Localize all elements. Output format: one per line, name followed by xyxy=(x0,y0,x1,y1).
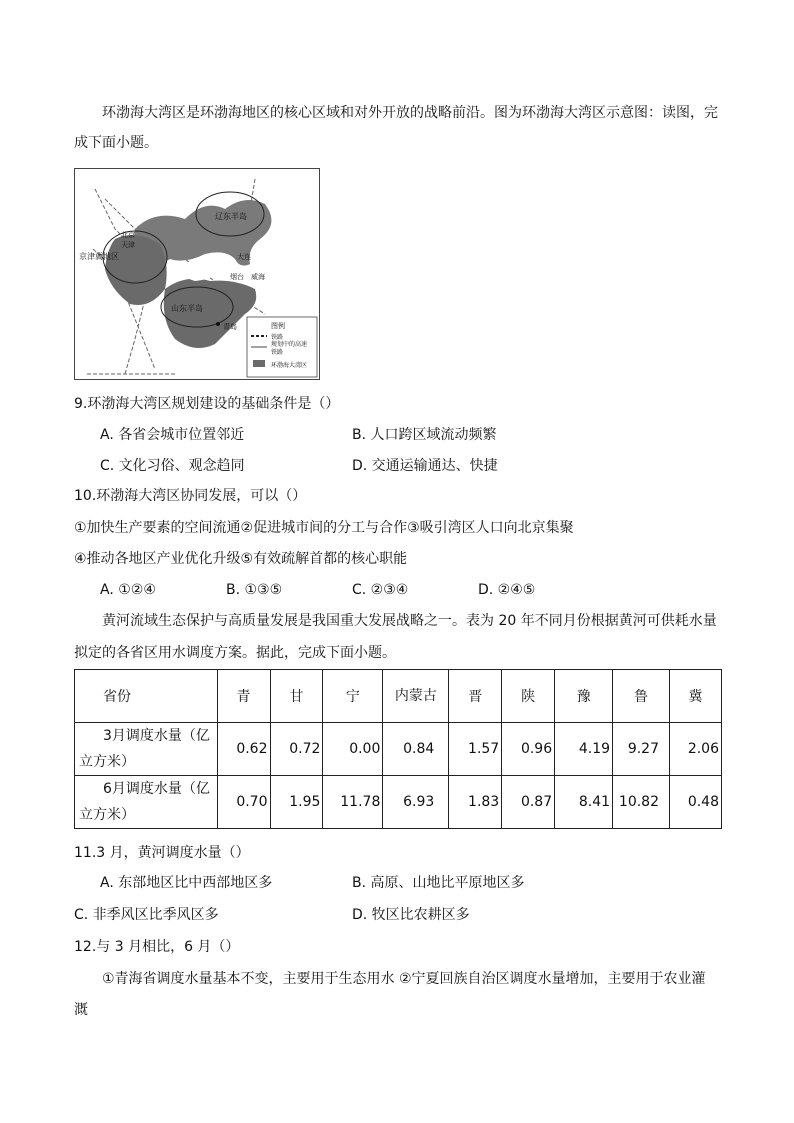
q10-option-d[interactable]: D. ②④⑤ xyxy=(478,582,536,598)
label-yantai: 烟台 xyxy=(230,273,244,281)
table-row xyxy=(75,776,722,829)
table-header-row xyxy=(75,670,722,723)
header-cell: 豫 xyxy=(555,670,613,723)
table-row xyxy=(75,723,722,776)
label-shandong: 山东半岛 xyxy=(171,304,203,313)
q10-option-b[interactable]: B. ①③⑤ xyxy=(226,582,283,598)
table-cell: 1.95 xyxy=(270,776,323,829)
table-cell: 2.06 xyxy=(670,723,722,776)
table-cell: 0.72 xyxy=(270,723,323,776)
row-label-june-a: 6月调度水量（亿 xyxy=(103,781,210,797)
table-cell: 0.62 xyxy=(217,723,270,776)
intro-line-1: 环渤海大湾区是环渤海地区的核心区域和对外开放的战略前沿。图为环渤海大湾区示意图：读图，完 xyxy=(102,105,718,121)
q9-option-b[interactable]: B. 人口跨区域流动频繁 xyxy=(352,427,497,443)
q11-option-a[interactable]: A. 东部地区比中西部地区多 xyxy=(100,875,273,891)
intro2-line-1: 黄河流域生态保护与高质量发展是我国重大发展战略之一。表为 20 年不同月份根据黄河可供耗水量 xyxy=(102,613,717,629)
intro2-line-2: 拟定的各省区用水调度方案。据此，完成下面小题。 xyxy=(74,645,396,661)
label-weihai: 威海 xyxy=(251,273,265,281)
table-cell: 9.27 xyxy=(613,723,670,776)
legend-hsr-b: 铁路 xyxy=(271,349,284,356)
header-cell: 冀 xyxy=(670,670,722,723)
table-cell: 8.41 xyxy=(555,776,613,829)
label-tianjin: 天津 xyxy=(121,241,135,249)
table-cell: 0.70 xyxy=(217,776,270,829)
q9-option-c[interactable]: C. 文化习俗、观念趋同 xyxy=(100,458,245,474)
label-qingdao: 青岛 xyxy=(223,323,237,331)
table-cell: 0.48 xyxy=(670,776,722,829)
row-label-march-b: 立方米） xyxy=(79,754,135,770)
q11-option-c[interactable]: C. 非季风区比季风区多 xyxy=(74,907,219,923)
header-province: 省份 xyxy=(75,670,218,723)
table-cell: 0.84 xyxy=(383,723,449,776)
label-liaodong: 辽东半岛 xyxy=(215,212,247,221)
label-jingjinji: 京津冀地区 xyxy=(79,252,119,261)
water-dispatch-table xyxy=(74,669,722,829)
row-label-march-a: 3月调度水量（亿 xyxy=(103,728,210,744)
legend-hsr-a: 规划中的高速 xyxy=(271,341,308,348)
header-cell: 宁 xyxy=(323,670,383,723)
table-cell: 10.82 xyxy=(613,776,670,829)
q9-stem: 9.环渤海大湾区规划建设的基础条件是（） xyxy=(74,396,340,412)
q9-option-d[interactable]: D. 交通运输通达、快捷 xyxy=(352,458,498,474)
q12-statement-1: ①青海省调度水量基本不变，主要用于生态用水 ②宁夏回族自治区调度水量增加，主要用于农业灌 xyxy=(102,971,706,987)
table-cell: 4.19 xyxy=(555,723,613,776)
table-cell: 6.93 xyxy=(383,776,449,829)
legend-railway: 铁路 xyxy=(271,334,284,341)
table-cell: 1.83 xyxy=(449,776,502,829)
header-cell: 青 xyxy=(217,670,270,723)
row-label-june-b: 立方米） xyxy=(79,807,135,823)
table-cell: 0.87 xyxy=(502,776,555,829)
table-cell: 0.96 xyxy=(502,723,555,776)
row-label-june xyxy=(75,776,218,829)
q10-stem: 10.环渤海大湾区协同发展，可以（） xyxy=(74,488,307,504)
table-cell: 11.78 xyxy=(323,776,383,829)
q12-stem: 12.与 3 月相比，6 月（） xyxy=(74,939,240,955)
region-jingjinji-shade xyxy=(105,235,167,305)
intro-line-2: 成下面小题。 xyxy=(74,135,158,151)
header-cell: 陕 xyxy=(502,670,555,723)
q10-option-c[interactable]: C. ②③④ xyxy=(352,582,409,598)
q9-option-a[interactable]: A. 各省会城市位置邻近 xyxy=(100,427,245,443)
q10-statements-1: ①加快生产要素的空间流通②促进城市间的分工与合作③吸引湾区人口向北京集聚 xyxy=(74,520,574,536)
header-cell: 鲁 xyxy=(613,670,670,723)
label-beijing: 北京 xyxy=(121,231,135,239)
label-dalian: 大连 xyxy=(237,253,251,261)
legend-region: 环渤海大湾区 xyxy=(271,362,308,369)
q11-stem: 11.3 月，黄河调度水量（） xyxy=(74,845,250,861)
header-cell: 甘 xyxy=(270,670,323,723)
row-label-march xyxy=(75,723,218,776)
bohai-bay-area-map xyxy=(74,168,320,380)
q10-statements-2: ④推动各地区产业优化升级⑤有效疏解首都的核心职能 xyxy=(74,551,408,567)
map-graphic xyxy=(75,169,319,379)
legend-title: 图例 xyxy=(271,322,285,330)
q11-option-d[interactable]: D. 牧区比农耕区多 xyxy=(352,907,470,923)
region-shandong-shade xyxy=(164,279,257,348)
q12-statement-2: 溉 xyxy=(74,1002,88,1018)
header-cell: 内蒙古 xyxy=(383,670,449,723)
header-cell: 晋 xyxy=(449,670,502,723)
q10-option-a[interactable]: A. ①②④ xyxy=(100,582,156,598)
q11-option-b[interactable]: B. 高原、山地比平原地区多 xyxy=(352,875,525,891)
table-cell: 0.00 xyxy=(323,723,383,776)
table-cell: 1.57 xyxy=(449,723,502,776)
